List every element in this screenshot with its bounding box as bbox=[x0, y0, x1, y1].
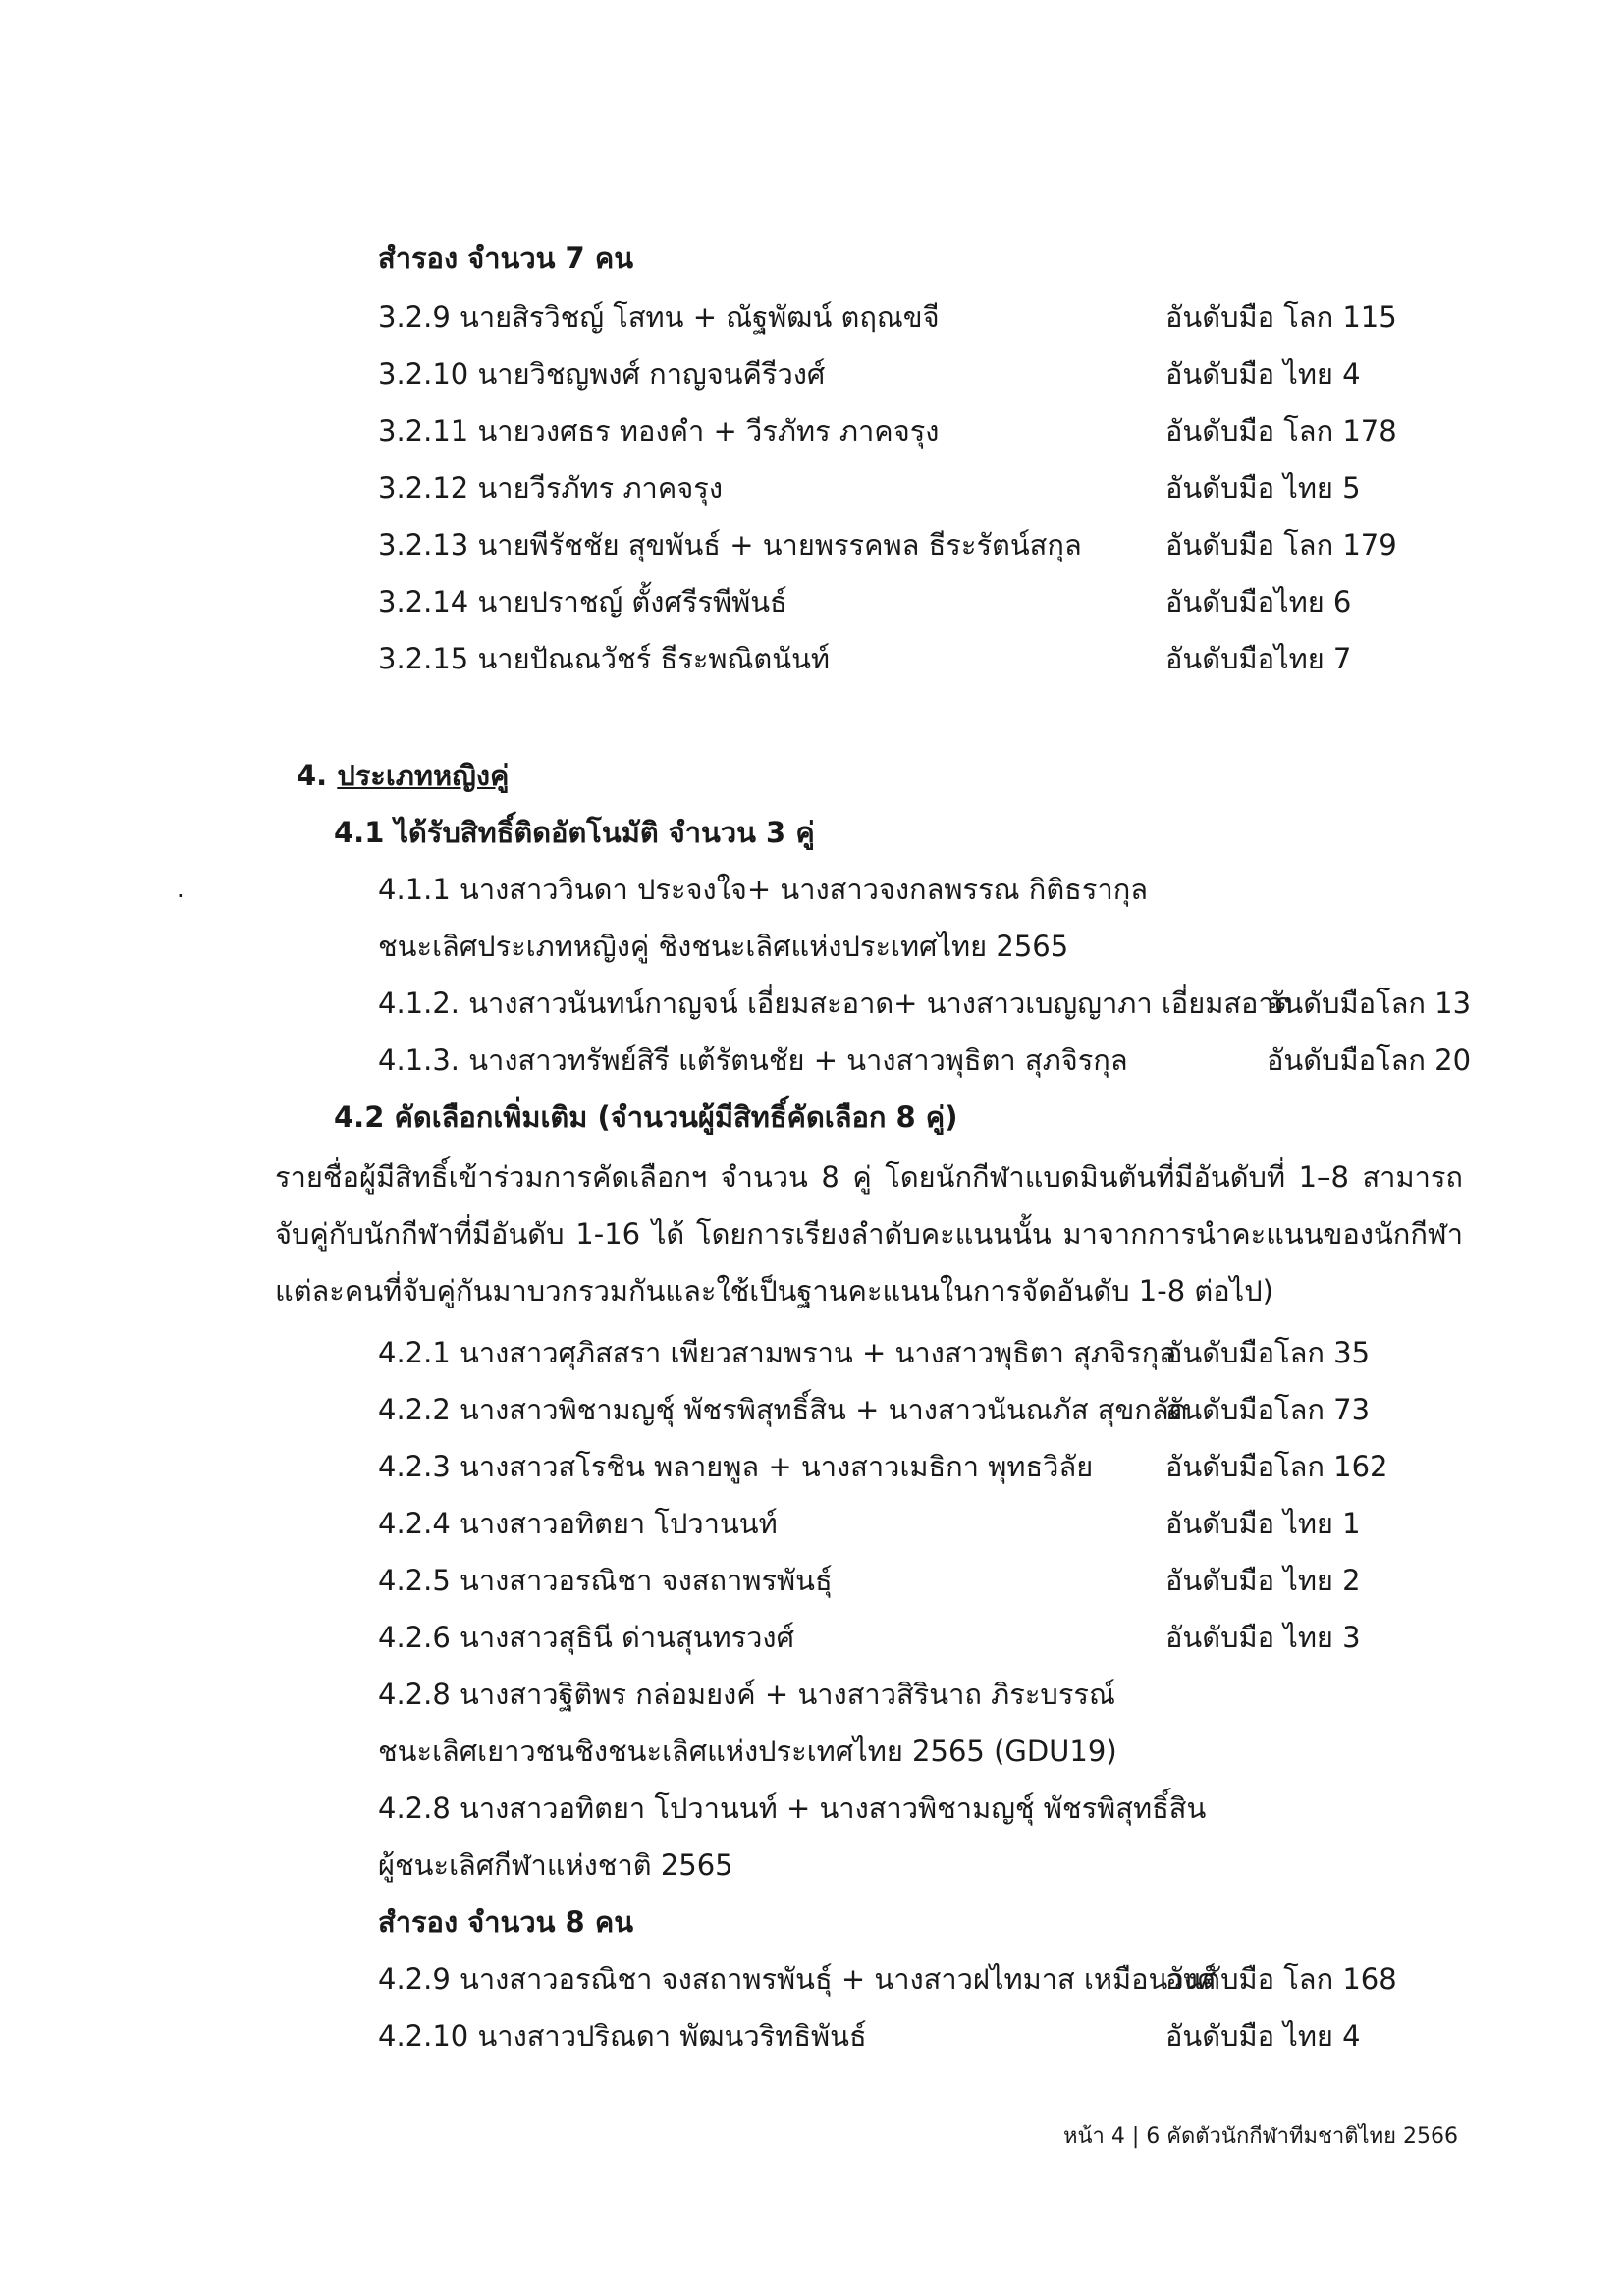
list-item: 4.2.6 นางสาวสุธินี ด่านสุนทรวงศ์ bbox=[378, 1621, 794, 1654]
rank-label: อันดับมือ ไทย 5 bbox=[1165, 471, 1361, 505]
section-number: 4. bbox=[297, 759, 328, 792]
list-item-note: ชนะเลิศเยาวชนชิงชนะเลิศแห่งประเทศไทย 2565 (GDU19) bbox=[378, 1735, 1117, 1768]
list-item-note: ชนะเลิศประเภทหญิงคู่ ชิงชนะเลิศแห่งประเทศไทย 2565 bbox=[378, 930, 1069, 963]
list-item: 3.2.9 นายสิรวิชญ์ โสทน + ณัฐพัฒน์ ตฤณขจี bbox=[378, 300, 940, 334]
list-item: 4.2.9 นางสาวอรณิชา จงสถาพรพันธุ์ + นางสาวฝไทมาส เหมือนวงศ์ bbox=[378, 1962, 1217, 1996]
list-item: 3.2.10 นายวิชญพงศ์ กาญจนคีรีวงศ์ bbox=[378, 357, 826, 391]
list-item: 4.2.4 นางสาวอทิตยา โปวานนท์ bbox=[378, 1507, 778, 1540]
rank-label: อันดับมือโลก 13 bbox=[1267, 987, 1472, 1020]
reserve-heading-3: สำรอง จำนวน 7 คน bbox=[378, 241, 634, 275]
list-item: 4.2.8 นางสาวอทิตยา โปวานนท์ + นางสาวพิชามญชุ์ พัชรพิสุทธิ์สิน bbox=[378, 1791, 1207, 1825]
list-item: 4.1.2. นางสาวนันทน์กาญจน์ เอี่ยมสะอาด+ นางสาวเบญญาภา เอี่ยมสอาด bbox=[378, 987, 1293, 1020]
list-item: 4.2.1 นางสาวศุภิสสรา เพียวสามพราน + นางสาวพุธิตา สุภจิรกุล bbox=[378, 1336, 1176, 1369]
section-heading bbox=[297, 756, 509, 795]
rank-label: อันดับมือ ไทย 4 bbox=[1165, 2019, 1361, 2053]
list-item: 4.2.2 นางสาวพิชามญชุ์ พัชรพิสุทธิ์สิน + นางสาวนันณภัส สุขกลัด bbox=[378, 1393, 1188, 1426]
list-item: 3.2.13 นายพีรัชชัย สุขพันธ์ + นายพรรคพล ธีระรัตน์สกุล bbox=[378, 528, 1082, 561]
reserve-heading-4: สำรอง จำนวน 8 คน bbox=[378, 1905, 634, 1939]
rank-label: อันดับมือ โลก 178 bbox=[1165, 414, 1397, 448]
page-footer: หน้า 4 | 6 คัดตัวนักกีฬาทีมชาติไทย 2566 bbox=[1062, 2124, 1458, 2149]
margin-mark: . bbox=[177, 876, 185, 903]
rank-label: อันดับมือไทย 6 bbox=[1165, 585, 1352, 618]
rank-label: อันดับมือ ไทย 2 bbox=[1165, 1564, 1361, 1597]
subsection-heading: 4.1 ได้รับสิทธิ์ติดอัตโนมัติ จำนวน 3 คู่ bbox=[334, 816, 815, 849]
rank-label: อันดับมือไทย 7 bbox=[1165, 642, 1352, 675]
rank-label: อันดับมือโลก 35 bbox=[1165, 1336, 1371, 1369]
list-item: 4.1.1 นางสาววินดา ประจงใจ+ นางสาวจงกลพรรณ กิติธรากุล bbox=[378, 873, 1149, 906]
rank-label: อันดับมือ ไทย 3 bbox=[1165, 1621, 1361, 1654]
rank-label: อันดับมือ ไทย 1 bbox=[1165, 1507, 1361, 1540]
list-item: 4.2.3 นางสาวสโรชิน พลายพูล + นางสาวเมธิกา พุทธวิลัย bbox=[378, 1450, 1094, 1483]
rank-label: อันดับมือ โลก 168 bbox=[1165, 1962, 1397, 1996]
rank-label: อันดับมือโลก 73 bbox=[1165, 1393, 1371, 1426]
list-item: 4.2.5 นางสาวอรณิชา จงสถาพรพันธุ์ bbox=[378, 1564, 833, 1597]
rank-label: อันดับมือโลก 162 bbox=[1165, 1450, 1388, 1483]
rank-label: อันดับมือ ไทย 4 bbox=[1165, 357, 1361, 391]
list-item: 4.2.8 นางสาวฐิติพร กล่อมยงค์ + นางสาวสิรินาถ ภิระบรรณ์ bbox=[378, 1678, 1115, 1711]
rank-label: อันดับมือ โลก 115 bbox=[1165, 300, 1397, 334]
rank-label: อันดับมือ โลก 179 bbox=[1165, 528, 1397, 561]
list-item: 3.2.14 นายปราชญ์ ตั้งศรีรพีพันธ์ bbox=[378, 585, 787, 618]
list-item: 4.1.3. นางสาวทรัพย์สิรี แต้รัตนชัย + นางสาวพุธิตา สุภจิรกุล bbox=[378, 1043, 1128, 1077]
list-item: 4.2.10 นางสาวปริณดา พัฒนวริทธิพันธ์ bbox=[378, 2019, 867, 2053]
criteria-paragraph: รายชื่อผู้มีสิทธิ์เข้าร่วมการคัดเลือกฯ จำนวน 8 คู่ โดยนักกีฬาแบดมินตันที่มีอันดับที่ 1–8 สามารถจับคู่กับนักกีฬาที่มีอันดับ 1-16 ได้ โดยการเรียงลำดับคะแนนนั้น มาจากการนำคะแนนของนักกีฬาแต่ละคนที่จับคู่กันมาบวกรวมกันและใช้เป็นฐานคะแนนในการจัดอันดับ 1-8 ต่อไป) bbox=[275, 1160, 1463, 1308]
list-item: 3.2.11 นายวงศธร ทองคำ + วีรภัทร ภาคจรุง bbox=[378, 414, 940, 448]
list-item-note: ผู้ชนะเลิศกีฬาแห่งชาติ 2565 bbox=[378, 1848, 733, 1882]
list-item: 3.2.12 นายวีรภัทร ภาคจรุง bbox=[378, 471, 723, 505]
rank-label: อันดับมือโลก 20 bbox=[1267, 1043, 1472, 1077]
subsection-heading: 4.2 คัดเลือกเพิ่มเติม (จำนวนผู้มีสิทธิ์คัดเลือก 8 คู่) bbox=[334, 1100, 958, 1134]
list-item: 3.2.15 นายปัณณวัชร์ ธีระพณิตนันท์ bbox=[378, 642, 831, 675]
section-title: ประเภทหญิงคู่ bbox=[337, 759, 510, 792]
